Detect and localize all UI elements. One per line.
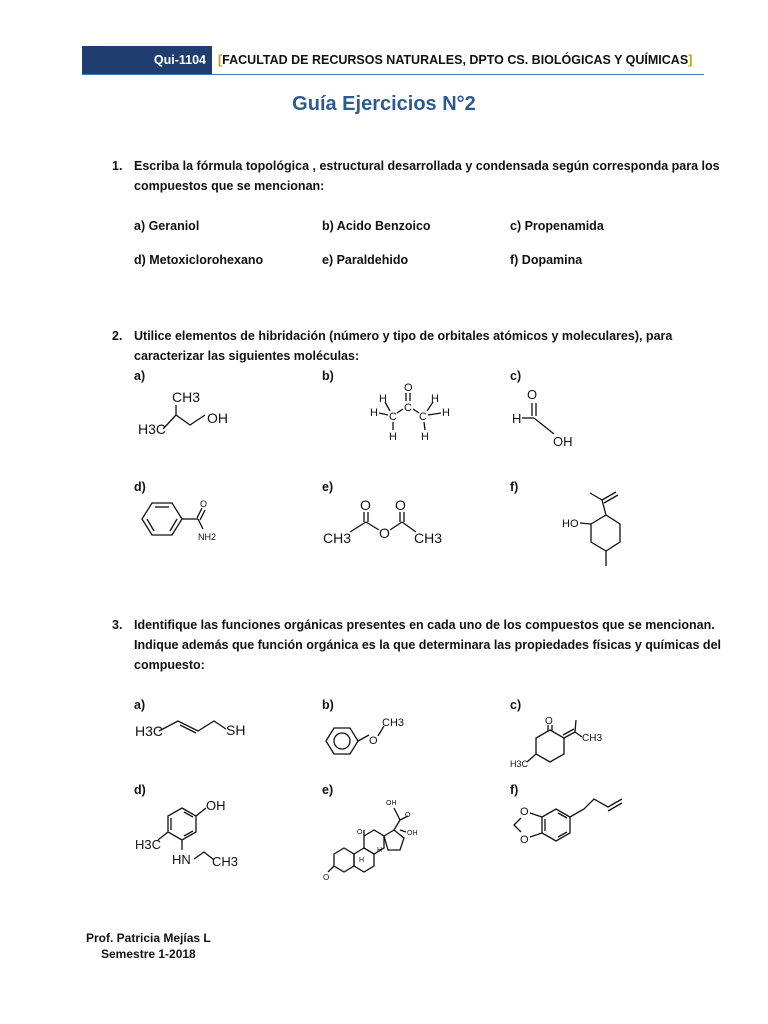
q2b-h-bottom-left: H — [389, 431, 397, 443]
q3b-ring — [326, 728, 358, 754]
q3-text-line1: Identifique las funciones orgánicas presentes en cada uno de los compuestos que se mencionan. — [134, 618, 715, 632]
q2b-c-left: C — [389, 411, 397, 423]
q1-text-line1: Escriba la fórmula topológica , estructural desarrollada y condensada según corresponda para los — [134, 159, 720, 173]
q2-text-line2: caracterizar las siguientes moléculas: — [134, 349, 360, 363]
q3d-oh-bond — [196, 808, 206, 816]
q3e-o-enone: O — [323, 873, 330, 882]
q2b-cc-bond-left — [397, 409, 403, 413]
q3b-o-label: O — [369, 735, 378, 747]
q3-number: 3. — [112, 618, 123, 632]
course-code: Qui-1104 — [153, 53, 206, 67]
q3f-db-2 — [558, 832, 567, 837]
q2b-ch-bond-6 — [424, 422, 425, 430]
q3a-h3c-label: H3C — [135, 723, 164, 739]
q3b-co-bond — [358, 735, 369, 741]
q2e-ch3-left: CH3 — [323, 530, 352, 546]
q3d-db-1 — [184, 812, 193, 817]
q3d-ethyl-bonds — [194, 852, 214, 860]
q3-molecule-a — [134, 712, 254, 742]
q3-label-f: f) — [510, 783, 519, 797]
q3f-methylene — [514, 818, 521, 832]
q3c-ch3-label: CH3 — [582, 733, 603, 744]
q3-molecule-e — [322, 796, 432, 882]
q3d-ring — [168, 808, 196, 840]
q2d-nh2-label: NH2 — [198, 532, 217, 542]
q3b-ch3-label: CH3 — [382, 717, 405, 729]
bracket-close: ] — [688, 53, 693, 67]
q2e-bond-1 — [350, 522, 366, 532]
q1-item-b: b) Acido Benzoico — [322, 219, 431, 233]
q2e-bond-4 — [402, 522, 416, 532]
q1-text-line2: compuestos que se mencionan: — [134, 179, 325, 193]
q1-number: 1. — [112, 159, 123, 173]
q1-item-d: d) Metoxiclorohexano — [134, 253, 264, 267]
q2a-oh-label: OH — [207, 410, 228, 426]
q3f-o-bond-bottom — [530, 833, 542, 837]
q3c-ring — [536, 730, 564, 762]
q2b-ch-bond-1 — [385, 402, 390, 411]
q3e-ring-c — [364, 830, 384, 854]
q2f-vinyl-bond-2 — [604, 495, 618, 503]
q2-label-b: b) — [322, 369, 334, 383]
q3e-o-ketone: O — [405, 812, 411, 819]
q3-text-line3: compuesto: — [134, 658, 205, 672]
q2-molecule-f — [560, 490, 640, 580]
q2c-o-label: O — [527, 387, 538, 402]
q3e-side-bond — [394, 820, 400, 830]
q3e-h-1: H — [359, 857, 365, 864]
q2-label-c: c) — [510, 369, 522, 383]
q2c-coh-bond — [534, 418, 554, 434]
q3e-ring-d — [384, 830, 404, 850]
q3-molecule-f — [510, 796, 640, 856]
q2b-ch-bond-4 — [427, 402, 433, 411]
q2f-ho-label: HO — [562, 518, 579, 530]
q3-label-e: e) — [322, 783, 334, 797]
faculty-title: FACULTAD DE RECURSOS NATURALES, DPTO CS. BIOLÓGICAS Y QUÍMICAS — [222, 53, 689, 67]
q2e-ch3-right: CH3 — [414, 530, 443, 546]
q3f-allyl-double — [608, 803, 622, 811]
q3a-sh-label: SH — [226, 722, 246, 738]
q3-molecule-c — [510, 712, 605, 772]
q2a-h3c-label: H3C — [138, 421, 167, 437]
q2-number: 2. — [112, 329, 123, 343]
q2f-vinyl-bond-1 — [602, 492, 616, 500]
q2b-ch-bond-5 — [428, 413, 441, 415]
q3f-o-top: O — [520, 806, 529, 818]
q3f-o-bond-top — [530, 813, 542, 817]
q3e-h-2: H — [377, 847, 383, 854]
q2-molecule-d — [134, 496, 234, 546]
q3a-bonds — [159, 721, 226, 731]
q2-label-d: d) — [134, 480, 146, 494]
q2-text-line1: Utilice elementos de hibridación (número y tipo de orbitales atómicos y moleculares), para — [134, 329, 673, 343]
q2-molecule-b — [366, 380, 456, 450]
q1-item-a: a) Geraniol — [134, 219, 200, 233]
q2e-o-bridge: O — [379, 525, 390, 541]
q3-molecule-d — [134, 796, 244, 872]
q3e-o-ring: O — [357, 829, 363, 836]
q2b-c-right: C — [419, 411, 427, 423]
q3d-db-2 — [184, 831, 193, 836]
q2e-o-left: O — [360, 497, 371, 513]
q2-label-f: f) — [510, 480, 519, 494]
q3e-ring-a — [334, 848, 354, 872]
q3-label-c: c) — [510, 698, 522, 712]
q2b-h-top-left: H — [379, 393, 387, 405]
q3d-h3c-label: H3C — [135, 837, 162, 852]
q2b-h-top-right: H — [431, 393, 439, 405]
q1-item-f: f) Dopamina — [510, 253, 583, 267]
course-code-badge — [82, 46, 212, 74]
q3d-ch3-label: CH3 — [212, 854, 239, 869]
q2a-ch3-label: CH3 — [172, 389, 201, 405]
q2b-ch-bond-2 — [379, 413, 388, 415]
q3c-h3c-label: H3C — [510, 759, 529, 769]
q2e-bond-2 — [366, 522, 379, 530]
bracket-open: [ — [218, 53, 223, 67]
q2-molecule-a — [135, 385, 235, 445]
q2b-c-center: C — [404, 402, 412, 414]
q3d-hn-label: HN — [172, 852, 191, 867]
q2d-o-label: O — [200, 499, 208, 509]
q3-label-a: a) — [134, 698, 146, 712]
q2b-h-bottom-right: H — [421, 431, 429, 443]
q2-label-e: e) — [322, 480, 334, 494]
q2d-ring — [142, 503, 182, 535]
q3-label-d: d) — [134, 783, 146, 797]
q3c-wedge-bond — [527, 754, 536, 762]
q2c-h-label: H — [512, 411, 522, 426]
q3c-methyl-top — [575, 720, 576, 732]
q2-molecule-c — [510, 385, 580, 450]
q3e-side-bond-2 — [394, 808, 400, 820]
q2d-cn-bond — [198, 519, 203, 529]
q2b-o-label: O — [404, 382, 413, 394]
q3e-oh-top: OH — [386, 800, 397, 807]
page-title: Guía Ejercicios N°2 — [292, 93, 476, 115]
footer-semester: Semestre 1-2018 — [101, 947, 196, 961]
q3c-o-label: O — [545, 716, 553, 727]
q3e-enone-bond — [328, 866, 334, 872]
q3e-oh-side: OH — [407, 830, 418, 837]
q3-label-b: b) — [322, 698, 334, 712]
q3f-db-1 — [558, 813, 567, 818]
q1-item-c: c) Propenamida — [510, 219, 604, 233]
header-divider — [82, 74, 704, 75]
q3d-oh-label: OH — [206, 798, 226, 813]
q3f-ring — [542, 809, 570, 841]
q3-text-line2: Indique además que función orgánica es la que determinara las propiedades físicas y químicas del — [134, 638, 721, 652]
q2-label-a: a) — [134, 369, 146, 383]
q3b-aromatic-circle — [334, 733, 350, 749]
q2e-bond-3 — [390, 522, 402, 530]
q3c-methyl-right — [575, 732, 582, 737]
q3f-o-bottom: O — [520, 834, 529, 846]
q1-item-e: e) Paraldehido — [322, 253, 409, 267]
q2e-o-right: O — [395, 497, 406, 513]
q2a-bonds — [163, 415, 205, 429]
header-title — [218, 46, 692, 74]
q2-molecule-e — [322, 494, 442, 550]
q3e-side-oh-bond — [400, 830, 406, 832]
q2f-ring — [591, 515, 620, 551]
q2c-oh-label: OH — [553, 434, 573, 449]
q3-molecule-b — [322, 712, 407, 762]
q2f-oh-bond — [580, 523, 591, 524]
q2f-methyl-bond — [590, 493, 602, 500]
q2b-h-right: H — [442, 407, 450, 419]
q2b-h-left: H — [370, 407, 378, 419]
footer-professor: Prof. Patricia Mejías L — [86, 931, 211, 945]
